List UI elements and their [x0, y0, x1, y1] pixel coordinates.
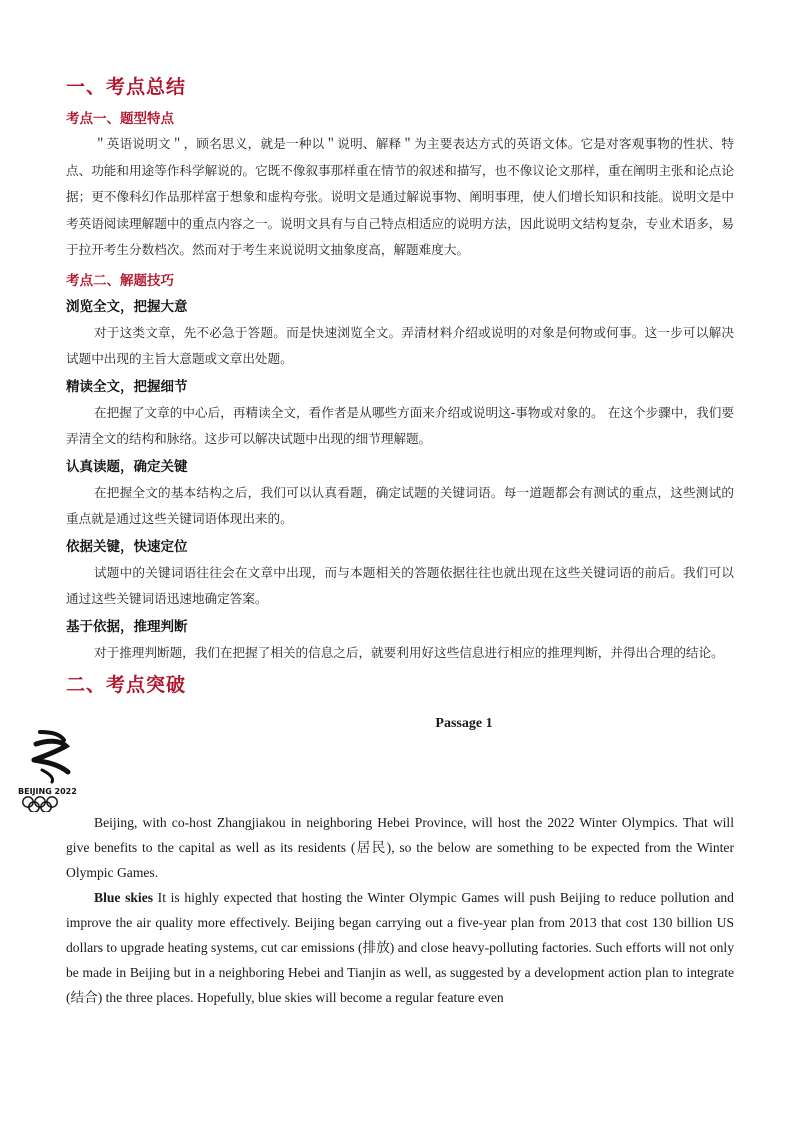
paragraph-1-text: Beijing, with co-host Zhangjiakou in neighboring Hebei Province, will host the 2022 Winter Olympics. That will give benefits to the capital as well as its residents (居民), so the below are something to be expected from the Winter Olympic Games. — [66, 815, 734, 880]
paragraph-2-lead: Blue skies — [94, 890, 154, 905]
document-page — [66, 72, 734, 1010]
tip-2-title: 精读全文，把握细节 — [66, 378, 188, 395]
point-1-text: ＂英语说明文＂，顾名思义，就是一种以＂说明、解释＂为主要表达方式的英语文体。它是对客观事物的性状、特点、功能和用途等作科学解说的。它既不像叙事那样重在情节的叙述和描写，也不像议论文那样，重在阐明主张和论点论据；更不像科幻作品那样富于想象和虚构夸张。说明文是通过解说事物、阐明事理，使人们增长知识和技能。说明文是中考英语阅读理解题中的重点内容之一。说明文具有与自己特点相适应的说明方法，因此说明文结构复杂，专业术语多，易于拉开考生分数档次。然而对于考生来说说明文抽象度高，解题难度大。 — [66, 136, 734, 257]
passage-paragraph-1 — [66, 810, 734, 885]
tip-4-text: 试题中的关键词语往往会在文章中出现，而与本题相关的答题依据往往也就出现在这些关键词语的前后。我们可以通过这些关键词语迅速地确定答案。 — [66, 564, 734, 606]
tip-2-text: 在把握了文章的中心后，再精读全文，看作者是从哪些方面来介绍或说明这-事物或对象的。 在这个步骤中，我们要弄清全文的结构和脉络。这步可以解决试题中出现的细节理解题。 — [66, 404, 734, 446]
tip-5-title: 基于依据，推理判断 — [66, 618, 188, 635]
point-1-title: 考点一、题型特点 — [66, 111, 174, 127]
tip-3-text: 在把握全文的基本结构之后，我们可以认真看题，确定试题的关键词语。每一道题都会有测试的重点，这些测试的重点就是通过这些关键词语体现出来的。 — [66, 484, 734, 526]
passage-title: Passage 1 — [435, 716, 493, 731]
point-2-title: 考点二、解题技巧 — [66, 272, 174, 289]
section-1-title: 一、考点总结 — [66, 76, 187, 98]
logo-emblem — [34, 732, 68, 782]
logo-text: BEIJING 2022 — [18, 787, 77, 796]
tip-1-title: 浏览全文，把握大意 — [66, 298, 188, 315]
beijing-2022-logo — [12, 726, 82, 812]
tip-4-title: 依据关键，快速定位 — [66, 538, 188, 555]
olympic-rings-icon — [23, 797, 57, 812]
passage-paragraph-2 — [66, 885, 734, 1010]
tip-5-text: 对于推理判断题，我们在把握了相关的信息之后，就要利用好这些信息进行相应的推理判断，并得出合理的结论。 — [94, 644, 724, 660]
section-2-title: 二、考点突破 — [66, 674, 187, 696]
tip-1-text: 对于这类文章，先不必急于答题。而是快速浏览全文。弄清材料介绍或说明的对象是何物或何事。这一步可以解决试题中出现的主旨大意题或文章出处题。 — [66, 324, 734, 366]
paragraph-2-text: It is highly expected that hosting the Winter Olympic Games will push Beijing to reduce pollution and improve the air quality more effectively. Beijing began carrying out a five-year plan from 2013 that cost 130 billion US dollars to upgrade heating systems, cut car emissions (排放) and close heavy-polluting factories. Such efforts will not only be made in Beijing but in a neighboring Hebei and Tianjin as well, as suggested by a development action plan to integrate (结合) the three places. Hopefully, blue skies will become a regular feature even — [66, 890, 734, 1005]
tip-3-title: 认真读题，确定关键 — [66, 458, 188, 475]
passage-body — [66, 810, 734, 1010]
